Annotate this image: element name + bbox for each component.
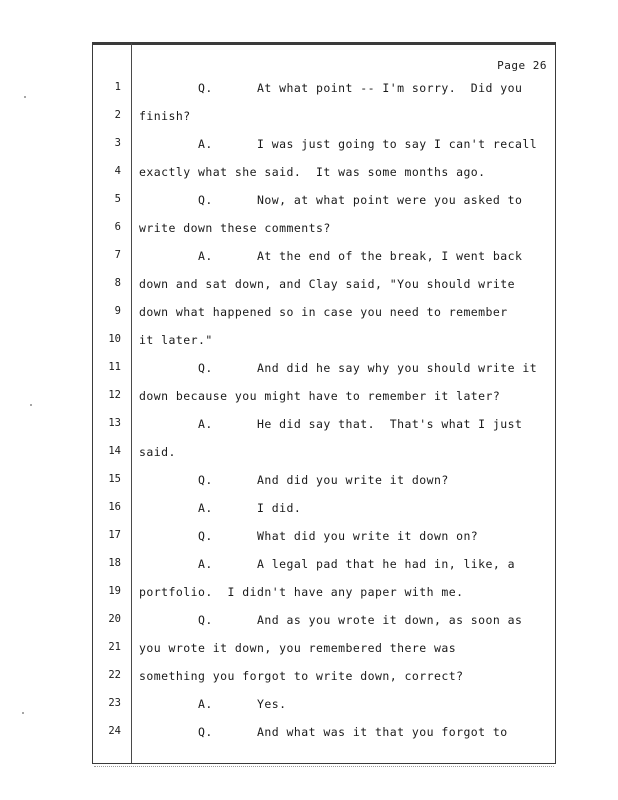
line-number: 8 — [114, 277, 121, 289]
line-text: Q. And as you wrote it down, as soon as — [139, 613, 523, 627]
transcript-line — [93, 585, 557, 605]
scan-speck — [24, 96, 26, 98]
transcript-line — [93, 613, 557, 633]
line-number: 23 — [108, 697, 121, 709]
line-text: finish? — [139, 109, 191, 123]
transcript-line — [93, 389, 557, 409]
line-number: 16 — [108, 501, 121, 513]
transcript-line — [93, 445, 557, 465]
line-text: Q. At what point -- I'm sorry. Did you — [139, 81, 523, 95]
transcript-line — [93, 81, 557, 101]
transcript-line — [93, 417, 557, 437]
transcript-line — [93, 193, 557, 213]
transcript-line — [93, 669, 557, 689]
line-text: down and sat down, and Clay said, "You should write — [139, 277, 516, 291]
line-number: 11 — [108, 361, 121, 373]
transcript-line — [93, 557, 557, 577]
line-number: 6 — [114, 221, 121, 233]
line-text: Q. And did you write it down? — [139, 473, 449, 487]
transcript-line — [93, 697, 557, 717]
line-number: 1 — [114, 81, 121, 93]
line-text: exactly what she said. It was some months ago. — [139, 165, 486, 179]
line-text: it later." — [139, 333, 213, 347]
line-number: 5 — [114, 193, 121, 205]
line-text: A. I did. — [139, 501, 302, 515]
line-text: something you forgot to write down, correct? — [139, 669, 464, 683]
transcript-line — [93, 641, 557, 661]
line-text: down because you might have to remember it later? — [139, 389, 501, 403]
line-number: 21 — [108, 641, 121, 653]
transcript-line — [93, 529, 557, 549]
transcript-page — [92, 42, 556, 764]
line-text: you wrote it down, you remembered there was — [139, 641, 457, 655]
scan-footer-noise — [94, 766, 554, 768]
line-number: 13 — [108, 417, 121, 429]
line-number: 24 — [108, 725, 121, 737]
line-text: A. A legal pad that he had in, like, a — [139, 557, 516, 571]
transcript-line — [93, 361, 557, 381]
line-number: 17 — [108, 529, 121, 541]
line-number: 22 — [108, 669, 121, 681]
line-text: A. I was just going to say I can't recall — [139, 137, 538, 151]
transcript-line — [93, 501, 557, 521]
transcript-line — [93, 109, 557, 129]
line-number: 12 — [108, 389, 121, 401]
line-number: 3 — [114, 137, 121, 149]
line-number: 9 — [114, 305, 121, 317]
line-text: Q. Now, at what point were you asked to — [139, 193, 523, 207]
line-text: A. Yes. — [139, 697, 287, 711]
line-text: said. — [139, 445, 176, 459]
transcript-line — [93, 221, 557, 241]
page-number: Page 26 — [497, 59, 547, 72]
transcript-line — [93, 249, 557, 269]
transcript-line — [93, 277, 557, 297]
transcript-line — [93, 165, 557, 185]
line-number: 19 — [108, 585, 121, 597]
transcript-line — [93, 305, 557, 325]
scan-speck — [30, 404, 32, 406]
line-number: 14 — [108, 445, 121, 457]
line-text: down what happened so in case you need to remember — [139, 305, 508, 319]
line-text: A. At the end of the break, I went back — [139, 249, 523, 263]
line-number: 4 — [114, 165, 121, 177]
line-text: Q. And what was it that you forgot to — [139, 725, 508, 739]
transcript-line — [93, 137, 557, 157]
line-text: Q. And did he say why you should write it — [139, 361, 538, 375]
line-number: 10 — [108, 333, 121, 345]
scan-speck — [22, 712, 24, 714]
line-number: 20 — [108, 613, 121, 625]
transcript-line — [93, 333, 557, 353]
line-number: 2 — [114, 109, 121, 121]
line-number: 15 — [108, 473, 121, 485]
line-text: Q. What did you write it down on? — [139, 529, 479, 543]
line-text: portfolio. I didn't have any paper with me. — [139, 585, 464, 599]
line-text: write down these comments? — [139, 221, 331, 235]
transcript-line — [93, 473, 557, 493]
transcript-line — [93, 725, 557, 745]
line-number: 7 — [114, 249, 121, 261]
line-text: A. He did say that. That's what I just — [139, 417, 523, 431]
line-number: 18 — [108, 557, 121, 569]
